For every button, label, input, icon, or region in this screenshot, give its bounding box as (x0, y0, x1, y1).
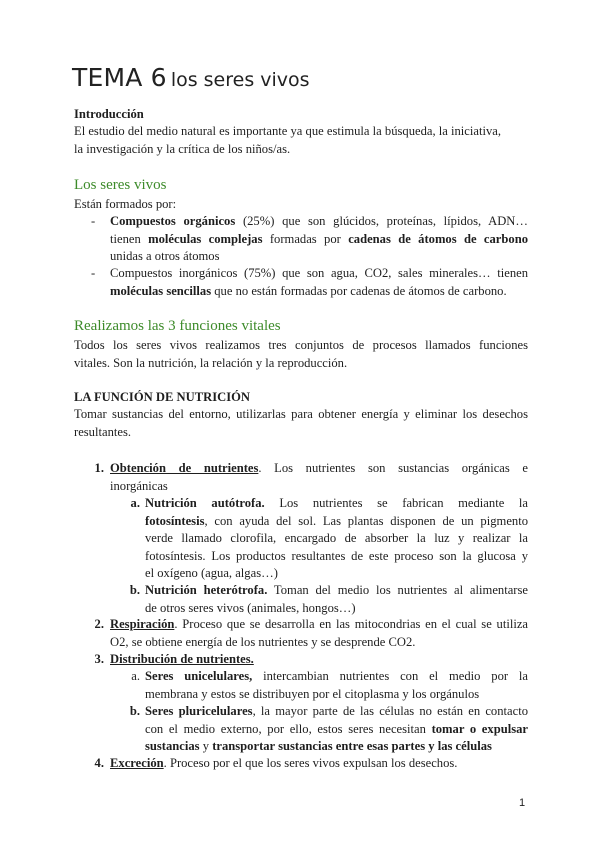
list-item-organicos (110, 213, 528, 266)
funciones-line1: Todos los seres vivos realizamos tres conjuntos de procesos llamados funciones (74, 338, 528, 352)
autotrofa-l3: verde llamado clorofila, encargado de absorber la luz y realizar la (145, 531, 528, 545)
unicelulares-l1: intercambian nutrientes con el medio por la (252, 669, 528, 683)
heterotrofa-title: Nutrición heterótrofa. (145, 583, 268, 597)
obtencion-text2: inorgánicas (110, 478, 168, 493)
obtencion-text1: . Los nutrientes son sustancias orgánicas e (258, 461, 529, 475)
tomar-expulsar: tomar o expulsar (431, 721, 528, 736)
pluricelulares-l2: con el medio externo, por ello, estos seres necesitan (145, 721, 432, 736)
seres-vivos-heading: Los seres vivos (74, 177, 167, 193)
seres-vivos-lead: Están formados por: (74, 197, 177, 211)
distribucion-title: Distribución de nutrientes. (110, 652, 254, 666)
item-number-4: 4. (94, 756, 104, 770)
organicos-text2: tienen (110, 231, 149, 246)
item-number-2: 2. (94, 617, 104, 631)
obtencion-title: Obtención de nutrientes (110, 461, 259, 475)
list-dash: - (91, 266, 96, 280)
item-number-1: 1. (94, 461, 104, 475)
nutricion-line1: Tomar sustancias del entorno, utilizarlas para obtener energía y eliminar los desechos (74, 407, 528, 421)
excrecion-text1: . Proceso por el que los seres vivos expulsan los desechos. (163, 756, 458, 770)
intro-text-line2: la investigación y la crítica de los niños/as. (74, 142, 291, 156)
cadenas-carbono: cadenas de átomos de carbono (348, 231, 528, 246)
subitem-letter-b: b. (129, 704, 140, 718)
list-item-inorganicos (110, 265, 528, 300)
respiracion-text2: O2, se obtiene energía de los nutrientes y se desprende CO2. (110, 634, 416, 649)
autotrofa-l4: fotosíntesis. Los productos resultantes de este proceso son la glucosa y (145, 548, 528, 563)
item-respiracion (110, 616, 528, 651)
subitem-letter-a: a. (131, 669, 140, 683)
moleculas-sencillas: moléculas sencillas (110, 283, 212, 298)
pluricelulares-y: y (199, 739, 213, 753)
intro-text-line1: El estudio del medio natural es importante ya que estimula la búsqueda, la iniciativa, (74, 124, 502, 138)
heterotrofa-l2: de otros seres vivos (animales, hongos…) (145, 600, 356, 615)
respiracion-title: Respiración (110, 617, 175, 631)
subitem-pluricelulares (145, 703, 528, 756)
organicos-text3: formadas por (262, 231, 349, 246)
funciones-line2: vitales. Son la nutrición, la relación y la reproducción. (74, 356, 348, 370)
excrecion-title: Excreción (110, 756, 164, 770)
page-number: 1 (519, 797, 526, 809)
organicos-term: Compuestos orgánicos (110, 214, 236, 228)
subitem-letter-a: a. (130, 496, 140, 510)
pluricelulares-l1: , la mayor parte de las células no están en contacto (252, 704, 528, 718)
autotrofa-l2: , con ayuda del sol. Las plantas disponen de un pigmento (204, 513, 528, 528)
intro-heading: Introducción (74, 107, 144, 121)
subitem-unicelulares (145, 668, 528, 703)
subitem-heterotrofa (145, 582, 528, 617)
unicelulares-l2: membrana y estos se distribuyen por el citoplasma y los orgánulos (145, 686, 480, 701)
subitem-autotrofa (145, 495, 528, 583)
title-main: TEMA 6 (72, 63, 167, 92)
nutricion-heading: LA FUNCIÓN DE NUTRICIÓN (74, 390, 250, 404)
page-title (72, 63, 310, 92)
nutricion-line2: resultantes. (74, 425, 132, 439)
item-number-3: 3. (94, 652, 104, 666)
autotrofa-l5: el oxígeno (agua, algas…) (145, 566, 278, 580)
respiracion-text1: . Proceso que se desarrolla en las mitocondrias en el cual se utiliza (174, 617, 528, 631)
organicos-text: (25%) que son glúcidos, proteínas, lípidos, ADN… (235, 214, 528, 228)
pluricelulares-title: Seres pluricelulares (145, 704, 253, 718)
fotosintesis-term: fotosíntesis (145, 513, 205, 528)
unicelulares-title: Seres unicelulares, (145, 669, 253, 683)
organicos-text4: unidas a otros átomos (110, 249, 220, 263)
list-dash: - (91, 214, 96, 228)
inorganicos-text2: que no están formadas por cadenas de átomos de carbono. (211, 283, 507, 298)
autotrofa-l1: Los nutrientes se fabrican mediante la (264, 496, 528, 510)
item-obtencion (110, 460, 528, 495)
moleculas-complejas: moléculas complejas (148, 231, 263, 246)
sustancias: sustancias (145, 739, 200, 753)
funciones-heading: Realizamos las 3 funciones vitales (74, 318, 281, 334)
heterotrofa-l1: Toman del medio los nutrientes al alimentarse (267, 583, 528, 597)
transportar-sustancias: transportar sustancias entre esas partes y las células (212, 739, 492, 753)
subitem-letter-b: b. (129, 583, 140, 597)
autotrofa-title: Nutrición autótrofa. (145, 496, 265, 510)
inorganicos-text: Compuestos inorgánicos (75%) que son agua, CO2, sales minerales… tienen (110, 266, 528, 280)
item-excrecion (110, 755, 528, 773)
title-sub: los seres vivos (170, 69, 310, 91)
